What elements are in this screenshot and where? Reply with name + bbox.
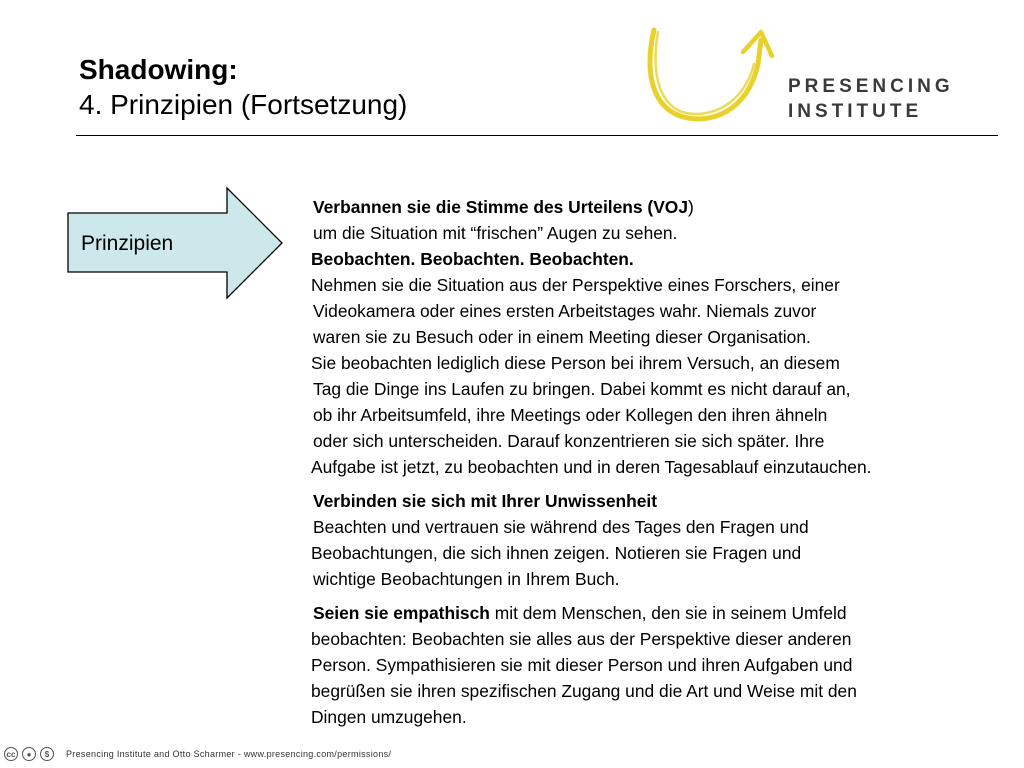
paragraph-line: Tag die Dinge ins Laufen zu bringen. Dabei kommt es nicht darauf an, <box>313 379 851 399</box>
paragraph-line: Dingen umzugehen. <box>311 707 467 727</box>
footer <box>0 744 391 764</box>
paragraph-line: begrüßen sie ihren spezifischen Zugang und die Art und Weise mit den <box>311 681 857 701</box>
title-divider <box>76 135 998 136</box>
slide-subtitle: 4. Prinzipien (Fortsetzung) <box>79 89 408 120</box>
paragraph-line: Sie beobachten lediglich diese Person bei ihrem Versuch, an diesem <box>311 353 840 373</box>
paragraph-line: wichtige Beobachtungen in Ihrem Buch. <box>313 569 620 589</box>
principle-2-heading-text: Beobachten. Beobachten. Beobachten. <box>311 249 634 269</box>
slide-title-block <box>79 52 407 122</box>
presencing-u-logo-icon <box>640 24 790 129</box>
paragraph-line: Beobachtungen, die sich ihnen zeigen. Notieren sie Fragen und <box>311 543 802 563</box>
paragraph-line: Videokamera oder eines ersten Arbeitstages wahr. Niemals zuvor <box>313 301 817 321</box>
principle-2-heading <box>311 246 1011 272</box>
attribution-icon: ● <box>22 747 36 761</box>
principle-3-heading <box>311 488 1011 514</box>
noncommercial-icon: $ <box>40 747 54 761</box>
paragraph-line: ob ihr Arbeitsumfeld, ihre Meetings oder Kollegen den ihren ähneln <box>313 405 828 425</box>
paragraph-line: beobachten: Beobachten sie alles aus der Perspektive dieser anderen <box>311 629 852 649</box>
principle-1-heading: Verbannen sie die Stimme des Urteilens (VOJ <box>313 197 689 217</box>
paragraph-line: Person. Sympathisieren sie mit dieser Person und ihren Aufgaben und <box>311 655 853 675</box>
principle-1-heading-close: ) <box>688 197 694 217</box>
footer-credit: Presencing Institute and Otto Scharmer - www.presencing.com/permissions/ <box>66 749 392 759</box>
paragraph-line: Aufgabe ist jetzt, zu beobachten und in deren Tagesablauf einzutauchen. <box>311 457 872 477</box>
principle-4-text: mit dem Menschen, den sie in seinem Umfeld <box>489 603 847 623</box>
logo-text-institute: INSTITUTE <box>788 101 923 122</box>
principle-3-heading-text: Verbinden sie sich mit Ihrer Unwissenheit <box>313 491 658 511</box>
principle-1 <box>311 194 1011 220</box>
slide-title: Shadowing: <box>79 54 238 85</box>
paragraph-line: waren sie zu Besuch oder in einem Meeting dieser Organisation. <box>313 327 811 347</box>
paragraph-line: Nehmen sie die Situation aus der Perspektive eines Forschers, einer <box>311 275 840 295</box>
cc-icon: cc <box>4 747 18 761</box>
arrow-label: Prinzipien <box>81 232 174 255</box>
principle-4 <box>311 600 1011 626</box>
paragraph-line: Beachten und vertrauen sie während des Tages den Fragen und <box>313 517 809 537</box>
principle-1-text: um die Situation mit “frischen” Augen zu sehen. <box>313 223 678 243</box>
logo-text-presencing: PRESENCING <box>788 76 954 97</box>
paragraph-line: oder sich unterscheiden. Darauf konzentrieren sie sich später. Ihre <box>313 431 825 451</box>
body-text <box>311 194 1011 730</box>
principle-4-heading: Seien sie empathisch <box>313 603 490 623</box>
